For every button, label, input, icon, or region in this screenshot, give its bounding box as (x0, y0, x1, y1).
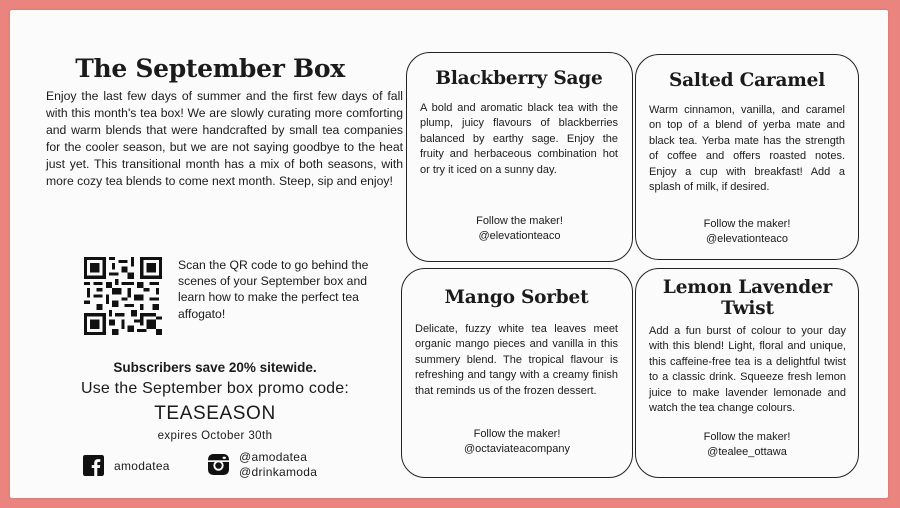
tea-card-mango-sorbet (401, 268, 633, 478)
follow-maker (402, 427, 632, 458)
tea-name: Salted Caramel (668, 70, 826, 91)
promo-code: TEASEASON (154, 403, 276, 424)
tea-info-card (10, 10, 888, 498)
instagram-handle: @amodatea (239, 450, 308, 464)
follow-label: Follow the maker! (476, 215, 563, 227)
tea-description: Add a fun burst of colour to your day with this blend! Light, floral and unique, this caffeine-free tea is a delightful twist to a classic drink. Squeeze fresh lemon juice to make lavender lemonade and watch the tea change colours. (649, 325, 846, 415)
promo-label: Use the September box promo code: (80, 380, 350, 397)
tea-description: Delicate, fuzzy white tea leaves meet organic mango pieces and vanilla in this summery blend. The tropical flavour is refreshing and tangy with a creamy finish that reminds us of the frozen dessert. (415, 323, 618, 397)
follow-label: Follow the maker! (473, 428, 561, 440)
maker-handle[interactable]: @tealee_ottawa (707, 446, 787, 459)
maker-handle[interactable]: @elevationteaco (478, 230, 561, 243)
tea-name: Blackberry Sage (435, 68, 603, 89)
maker-handle[interactable]: @elevationteaco (705, 233, 789, 246)
maker-handle[interactable]: @octaviateacompany (464, 443, 570, 456)
tea-name: Lemon Lavender Twist (662, 277, 833, 319)
follow-label: Follow the maker! (703, 218, 791, 230)
instagram-handle: @drinkamoda (239, 464, 318, 479)
qr-code[interactable] (84, 257, 162, 335)
qr-instructions: Scan the QR code to go behind the scenes of your September box and learn how to make the perfect tea affogato! (178, 258, 369, 321)
facebook-link[interactable] (83, 455, 170, 476)
promo-expiry: expires October 30th (157, 430, 273, 442)
subscriber-savings: Subscribers save 20% sitewide. (113, 360, 317, 375)
tea-name: Mango Sorbet (444, 287, 589, 308)
facebook-icon (83, 455, 104, 476)
follow-maker (407, 214, 632, 245)
follow-maker (636, 430, 858, 461)
tea-card-salted-caramel (635, 54, 859, 260)
tea-card-lemon-lavender-twist (635, 268, 859, 478)
instagram-icon (208, 454, 229, 475)
follow-maker (636, 217, 858, 248)
tea-card-blackberry-sage (406, 52, 633, 262)
tea-description: Warm cinnamon, vanilla, and caramel on top of a blend of yerba mate and black tea. Yerba mate has the strength of coffee and offers roasted notes. Enjoy a cup with breakfast! Add a splash of milk, if desired. (649, 104, 845, 194)
facebook-handle: amodatea (114, 458, 170, 473)
page-title: The September Box (75, 54, 345, 83)
tea-description: A bold and aromatic black tea with the plump, juicy flavours of blackberries balanced by earthy sage. Enjoy the fruity and herbaceous combination hot or try it iced on a sunny day. (420, 102, 618, 176)
instagram-link[interactable] (208, 450, 317, 479)
intro-paragraph: Enjoy the last few days of summer and the first few days of fall with this month's tea box! We are slowly curating more comforting and warm blends that were handcrafted by small tea companies for the cooler season, but we are not saying goodbye to the heat just yet. This transitional month has a mix of both seasons, with more cozy tea blends to come next month. Steep, sip and enjoy! (46, 89, 403, 188)
follow-label: Follow the maker! (703, 431, 791, 443)
